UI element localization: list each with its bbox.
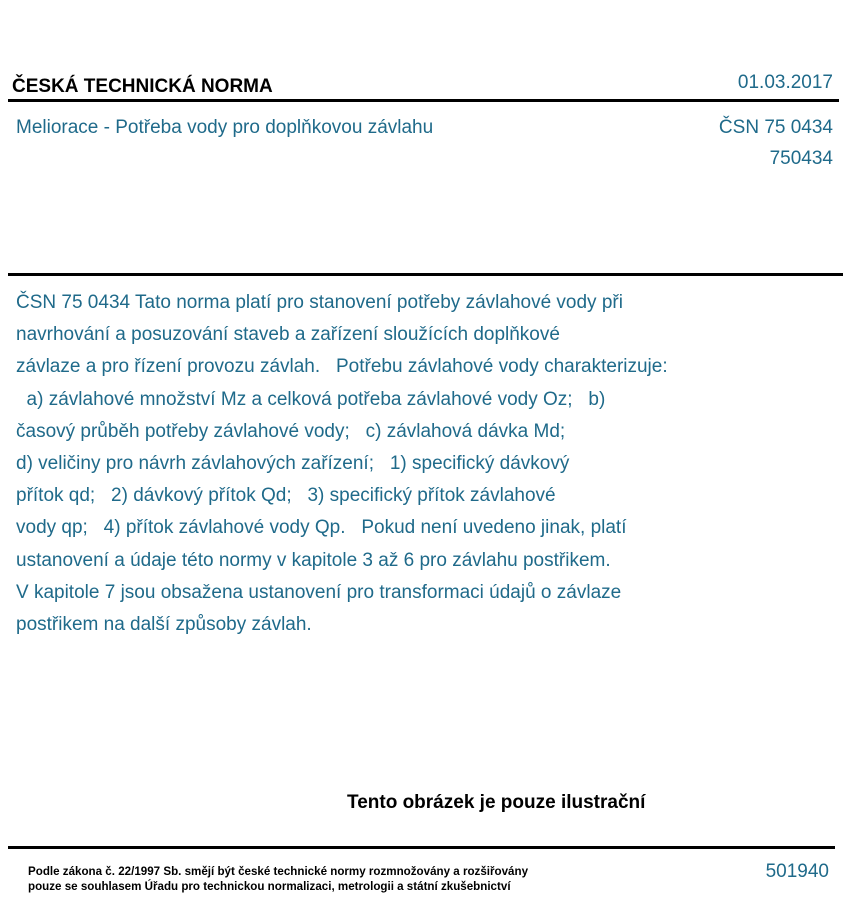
abstract-line: ČSN 75 0434 Tato norma platí pro stanovení potřeby závlahové vody při <box>16 292 623 313</box>
footer-legal-notice <box>28 864 528 894</box>
abstract-line: navrhování a posuzování staveb a zařízení sloužících doplňkové <box>16 324 560 346</box>
standard-subject: Meliorace - Potřeba vody pro doplňkovou závlahu <box>16 117 434 138</box>
illustration-note: Tento obrázek je pouze ilustrační <box>347 792 646 813</box>
header-divider <box>8 99 839 102</box>
abstract-text <box>16 287 776 641</box>
footer-divider <box>8 846 835 849</box>
classification-code: 750434 <box>769 148 833 169</box>
abstract-line: ustanovení a údaje této normy v kapitole 3 až 6 pro závlahu postřikem. <box>16 549 611 571</box>
abstract-line: V kapitole 7 jsou obsažena ustanovení pro transformaci údajů o závlaze <box>16 581 622 603</box>
abstract-line: a) závlahové množství Mz a celková potřeba závlahové vody Oz; b) <box>16 388 606 410</box>
abstract-line: d) veličiny pro návrh závlahových zařízení; 1) specifický dávkový <box>16 453 570 475</box>
legal-line: Podle zákona č. 22/1997 Sb. smějí být české technické normy rozmnožovány a rozšiřovány <box>28 865 529 878</box>
abstract-line: postřikem na další způsoby závlah. <box>16 614 312 636</box>
abstract-line: závlaze a pro řízení provozu závlah. Potřebu závlahové vody charakterizuje: <box>16 356 668 378</box>
footer-number: 501940 <box>765 861 829 882</box>
issue-date: 01.03.2017 <box>737 72 833 93</box>
abstract-line: časový průběh potřeby závlahové vody; c) závlahová dávka Md; <box>16 420 566 442</box>
abstract-line: vody qp; 4) přítok závlahové vody Qp. Pokud není uvedeno jinak, platí <box>16 517 627 539</box>
legal-line: pouze se souhlasem Úřadu pro technickou normalizaci, metrologii a státní zkušebnictví <box>28 880 511 893</box>
section-divider <box>8 273 843 276</box>
standard-code: ČSN 75 0434 <box>718 117 833 138</box>
abstract-line: přítok qd; 2) dávkový přítok Qd; 3) specifický přítok závlahové <box>16 485 556 507</box>
document-type-title: ČESKÁ TECHNICKÁ NORMA <box>12 76 273 97</box>
